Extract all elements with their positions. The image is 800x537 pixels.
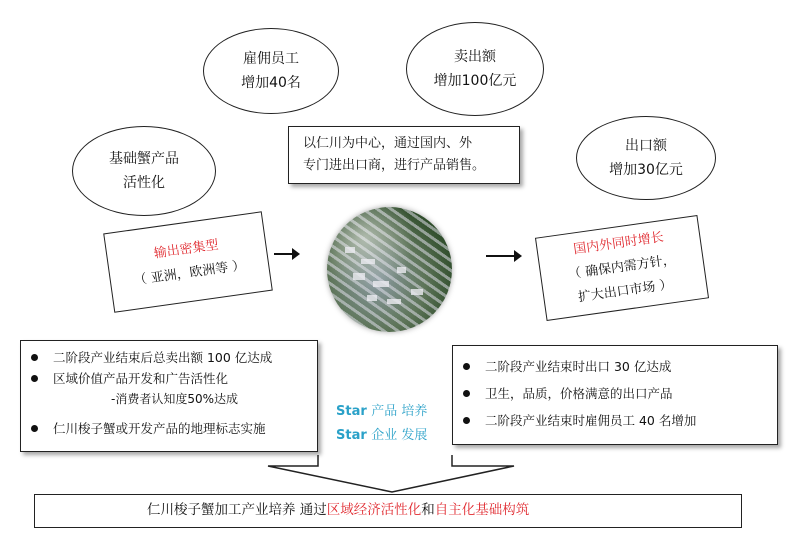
ellipse-base-line1: 基础蟹产品 [109,151,179,167]
center-note-line2: 专门进出口商，进行产品销售。 [303,158,486,173]
left-goal-text: 二阶段产业结束后总卖出额 100 亿达成 [53,350,273,365]
right-goal-text: 二阶段产业结束时雇佣员工 40 名增加 [485,413,697,428]
ellipse-sales-line1: 卖出额 [454,49,496,65]
ellipse-base-line2: 活性化 [123,175,165,191]
big-down-arrow-outline [268,455,514,492]
star-line1-text: 产品 培养 [371,404,428,419]
bottom-prefix: 仁川梭子蟹加工产业培养 通过 [147,502,327,518]
left-goal-sub-text: -消费者认知度50%达成 [111,392,239,406]
ellipse-sales-line2: 增加100亿元 [433,73,517,89]
ellipse-employees-line2: 增加40名 [241,75,301,91]
bottom-red1: 区域经济活性化 [326,502,422,518]
growth-title: 国内外同时增长 [572,229,665,258]
bottom-mid: 和 [421,502,435,518]
right-goal-text: 二阶段产业结束时出口 30 亿达成 [485,359,672,374]
output-intensive-detail: （ 亚洲，欧洲等 ） [132,258,247,289]
ellipse-export-line2: 增加30亿元 [609,162,683,178]
bottom-red2: 自主化基础构筑 [434,502,530,518]
star-word: Star [336,404,367,419]
star-word: Star [336,428,367,443]
right-goal-text: 卫生，品质，价格满意的出口产品 [485,386,673,401]
output-intensive-title: 输出密集型 [153,237,220,262]
left-goal-text: 区域价值产品开发和广告活性化 [53,371,229,386]
star-line2-text: 企业 发展 [371,428,428,443]
center-note-line1: 以仁川为中心，通过国内、外 [303,136,473,151]
growth-detail1: （ 确保内需方针， [567,252,677,283]
bottom-summary-box [34,494,742,528]
growth-detail2: 扩大出口市场 ） [577,277,674,306]
ellipse-employees-line1: 雇佣员工 [243,51,299,67]
left-goal-text: 仁川梭子蟹或开发产品的地理标志实施 [53,421,266,436]
ellipse-export-line1: 出口额 [625,138,667,154]
